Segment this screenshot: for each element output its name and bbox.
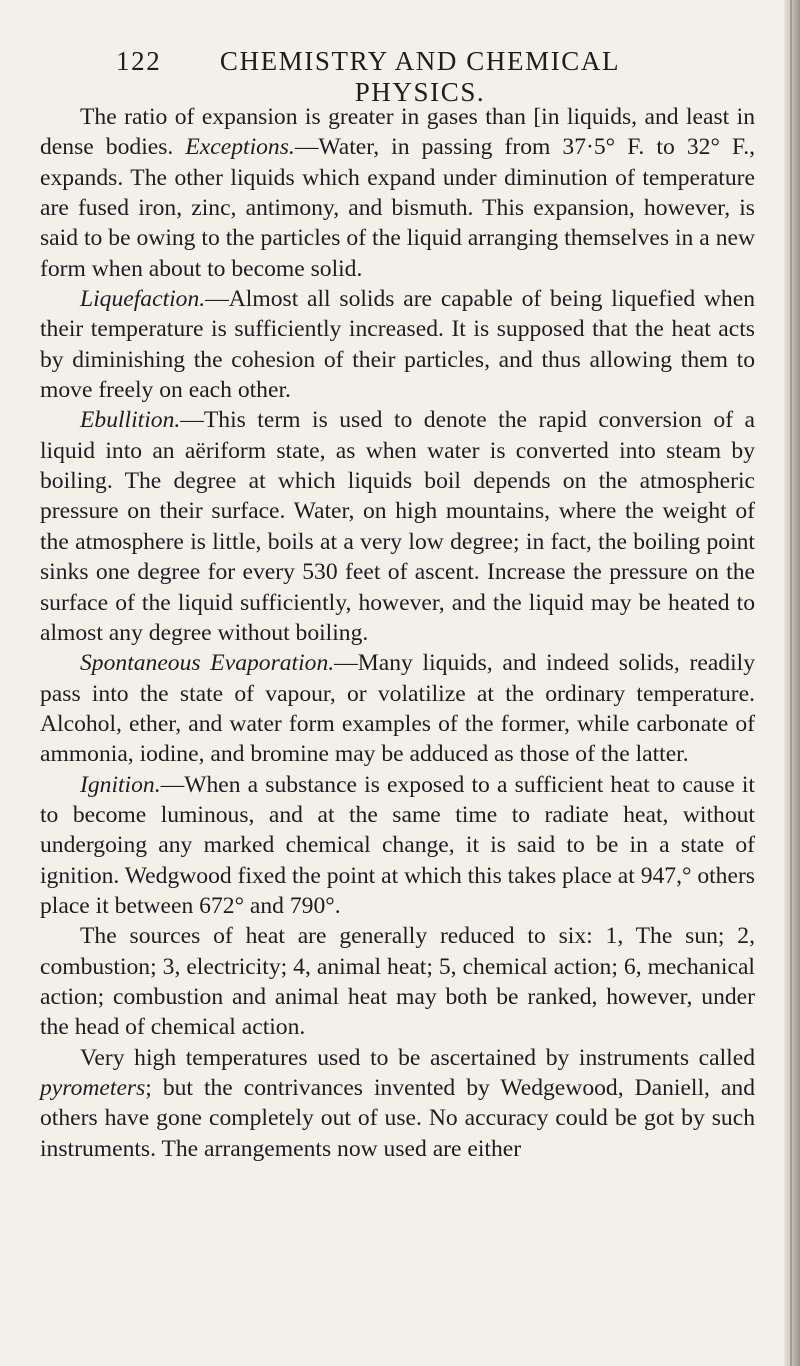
paragraph-text: —This term is used to denote the rapid conversion of a liquid into an aëriform state, as when water is converted into steam by boiling. The degree at which liquids boil depends on the atmospheric pressure on their surface. Water, on high mountains, where the weight of the atmosphere is little, boils at a very low degree; in fact, the boiling point sinks one degree for every 530 feet of ascent. Increase the pressure on the surface of the liquid sufficiently, however, and the liquid may be heated to almost any degree without boiling. — [40, 407, 755, 646]
paragraph-heat-sources — [40, 921, 755, 1042]
paragraph-lead: Ebullition. — [80, 407, 181, 434]
running-head: CHEMISTRY AND CHEMICAL PHYSICS. — [219, 46, 621, 107]
paragraph-text: The sources of heat are generally reduced to six: 1, The sun; 2, combustion; 3, electricity; 4, animal heat; 5, chemical action; 6, mechanical action; combustion and animal heat may both be ranked, however, under the head of chemical action. — [40, 923, 755, 1041]
paragraph-text: —Many liquids, and indeed solids, readily pass into the state of vapour, or volatilize at the ordinary temperature. Alcohol, ether, and water form examples of the former, while carbonate of ammonia, iodine, and bromine may be adduced as those of the latter. — [40, 650, 755, 768]
paragraph-text: Very high temperatures used to be ascertained by instruments called — [80, 1044, 755, 1071]
paragraph-ebullition — [40, 405, 755, 648]
page-number: 122 — [116, 46, 162, 76]
paragraph-text: —When a substance is exposed to a sufficient heat to cause it to become luminous, and at the same time to radiate heat, without undergoing any marked chemical change, it is said to be in a state of ignition. Wedgwood fixed the point at which this takes place at 947,° others place it between 672° and 790°. — [40, 771, 755, 919]
paragraph-text-continued: —Water, in passing from 37·5° F. to 32° F., expands. The other liquids which expand under diminution of temperature are fused iron, zinc, antimony, and bismuth. This expansion, however, is said to be owing to the particles of the liquid arranging themselves in a new form when about to become solid. — [40, 134, 755, 282]
paragraph-lead: Liquefaction. — [80, 286, 206, 313]
paragraph-ignition — [40, 770, 755, 922]
paragraph-text: The ratio of expansion is greater in gases than [in liquids, and least in dense bodies. — [40, 104, 755, 161]
body-text — [40, 102, 755, 1164]
paragraph-text: —Almost all solids are capable of being liquefied when their temperature is sufficiently increased. It is supposed that the heat acts by diminishing the cohesion of their particles, and thus allowing them to move freely on each other. — [40, 286, 755, 404]
paragraph-liquefaction — [40, 284, 755, 405]
paragraph-lead: Exceptions. — [185, 134, 295, 161]
paragraph-lead: Spontaneous Evaporation. — [80, 650, 335, 677]
paragraph-pyrometers — [40, 1043, 755, 1164]
paragraph-italic-term: pyrometers — [40, 1075, 146, 1101]
paragraph-spontaneous-evaporation — [40, 648, 755, 769]
paragraph-text-continued: ; but the contrivances invented by Wedgewood, Daniell, and others have gone completely out of use. No accuracy could be got by such instruments. The arrangements now used are either — [40, 1075, 755, 1162]
paragraph-expansion-ratio — [40, 102, 755, 284]
page-edge-shadow — [784, 0, 800, 1366]
paragraph-lead: Ignition. — [80, 771, 161, 798]
page-header — [116, 46, 660, 107]
